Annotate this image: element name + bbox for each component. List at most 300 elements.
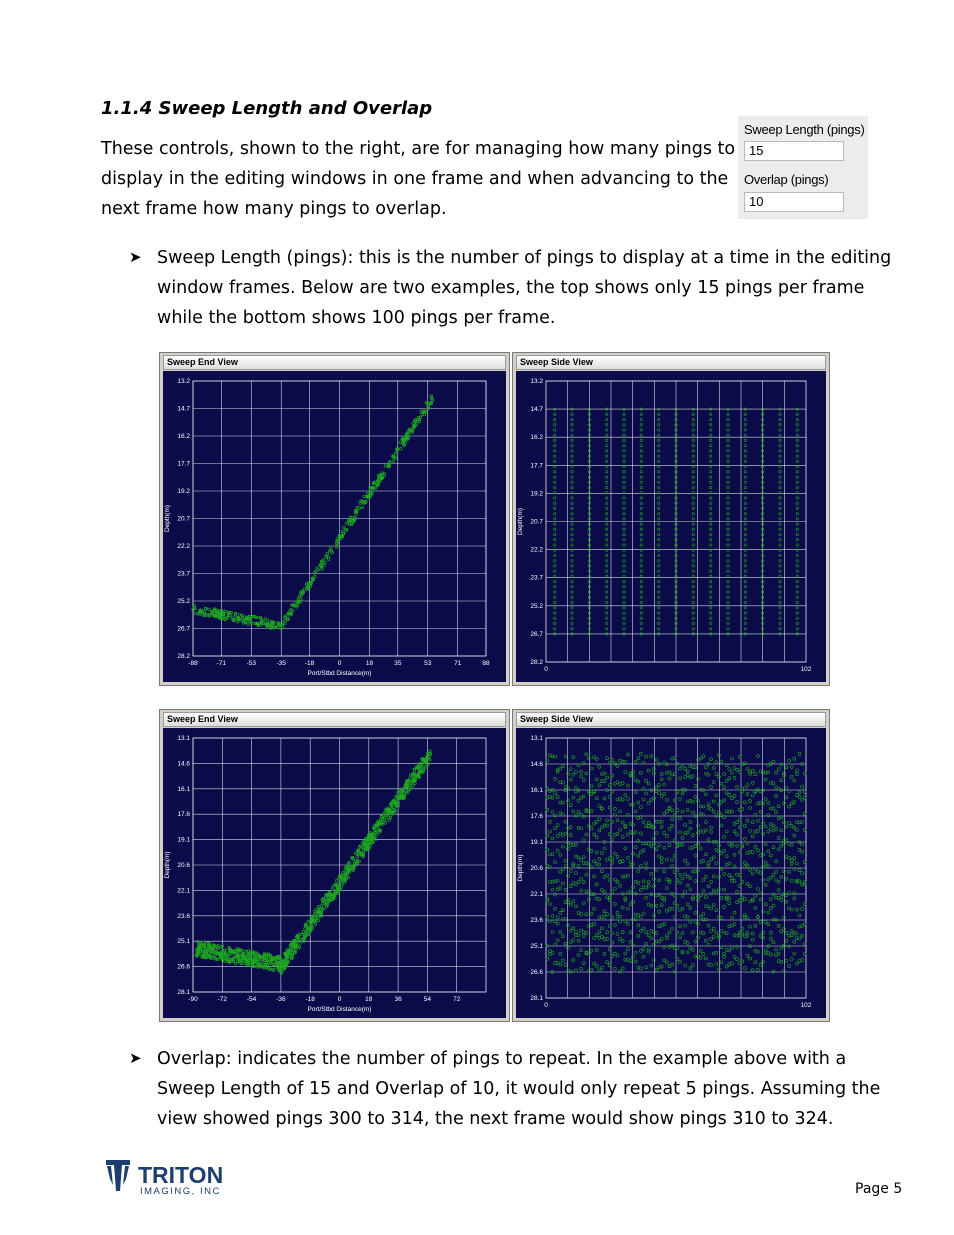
data-point bbox=[796, 518, 798, 520]
data-point bbox=[606, 418, 608, 420]
data-point bbox=[623, 497, 625, 499]
data-point bbox=[699, 949, 702, 952]
data-point bbox=[556, 835, 559, 838]
data-point bbox=[660, 904, 663, 907]
data-point bbox=[658, 518, 660, 520]
data-point bbox=[647, 801, 650, 804]
data-point bbox=[665, 961, 668, 964]
data-point bbox=[767, 830, 770, 833]
data-point bbox=[616, 954, 619, 957]
data-point bbox=[231, 616, 234, 619]
data-point bbox=[590, 866, 593, 869]
data-point bbox=[671, 944, 674, 947]
data-point bbox=[554, 586, 556, 588]
data-point bbox=[686, 951, 689, 954]
data-point bbox=[645, 755, 648, 758]
data-point bbox=[585, 753, 588, 756]
data-point bbox=[640, 575, 642, 577]
data-point bbox=[598, 931, 601, 934]
data-point bbox=[658, 580, 660, 582]
data-point bbox=[658, 622, 660, 624]
data-point bbox=[744, 533, 746, 535]
data-point bbox=[790, 859, 793, 862]
data-point bbox=[686, 774, 689, 777]
data-point bbox=[744, 601, 746, 603]
data-point bbox=[692, 533, 694, 535]
data-point bbox=[606, 596, 608, 598]
data-point bbox=[564, 942, 567, 945]
data-point bbox=[796, 413, 798, 415]
data-point bbox=[756, 950, 759, 953]
data-point bbox=[647, 769, 650, 772]
data-point bbox=[779, 617, 781, 619]
data-point bbox=[727, 560, 729, 562]
data-point bbox=[647, 821, 650, 824]
data-point bbox=[801, 934, 804, 937]
data-point bbox=[744, 455, 746, 457]
data-point bbox=[637, 801, 640, 804]
data-point bbox=[779, 434, 781, 436]
data-point bbox=[663, 783, 666, 786]
data-point bbox=[762, 822, 765, 825]
data-point bbox=[623, 570, 625, 572]
data-point bbox=[642, 955, 645, 958]
data-point bbox=[606, 560, 608, 562]
data-point bbox=[623, 439, 625, 441]
data-point bbox=[561, 935, 564, 938]
data-point bbox=[779, 560, 781, 562]
data-point bbox=[668, 827, 671, 830]
x-tick-label: -35 bbox=[276, 660, 286, 667]
data-point bbox=[671, 859, 674, 862]
data-point bbox=[796, 560, 798, 562]
data-point bbox=[574, 969, 577, 972]
data-point bbox=[796, 445, 798, 447]
data-point bbox=[626, 922, 629, 925]
data-point bbox=[788, 805, 791, 808]
data-point bbox=[658, 429, 660, 431]
data-point bbox=[623, 596, 625, 598]
data-point bbox=[663, 792, 666, 795]
data-point bbox=[637, 881, 640, 884]
data-point bbox=[582, 815, 585, 818]
data-point bbox=[707, 838, 710, 841]
data-point bbox=[702, 913, 705, 916]
data-point bbox=[346, 522, 349, 525]
data-point bbox=[394, 452, 397, 455]
data-point bbox=[788, 857, 791, 860]
data-point bbox=[751, 938, 754, 941]
data-point bbox=[749, 807, 752, 810]
data-point bbox=[767, 911, 770, 914]
y-tick-label: 20.6 bbox=[530, 865, 543, 872]
data-point bbox=[554, 523, 556, 525]
sweep-end-view-plot[interactable] bbox=[163, 728, 506, 1018]
data-point bbox=[692, 622, 694, 624]
data-point bbox=[767, 923, 770, 926]
data-point bbox=[577, 799, 580, 802]
data-point bbox=[727, 533, 729, 535]
data-point bbox=[780, 946, 783, 949]
data-point bbox=[710, 413, 712, 415]
data-point bbox=[554, 429, 556, 431]
data-point bbox=[603, 910, 606, 913]
x-tick-label: -71 bbox=[216, 660, 227, 667]
data-point bbox=[658, 607, 660, 609]
data-point bbox=[712, 766, 715, 769]
data-point bbox=[554, 943, 557, 946]
data-point bbox=[692, 565, 694, 567]
y-tick-label: 14.6 bbox=[177, 760, 190, 768]
y-tick-label: 20.7 bbox=[177, 515, 190, 523]
data-point bbox=[228, 954, 231, 957]
data-point bbox=[744, 486, 746, 488]
y-tick-label: 17.7 bbox=[177, 460, 190, 468]
data-point bbox=[606, 931, 609, 934]
data-point bbox=[642, 849, 645, 852]
data-point bbox=[720, 896, 723, 899]
panel-title: Sweep Side View bbox=[516, 712, 826, 727]
data-point bbox=[561, 909, 564, 912]
data-point bbox=[678, 831, 681, 834]
data-point bbox=[744, 580, 746, 582]
y-tick-label: 25.2 bbox=[530, 602, 543, 610]
data-point bbox=[710, 434, 712, 436]
data-point bbox=[399, 441, 402, 444]
data-point bbox=[626, 753, 629, 756]
data-point bbox=[727, 418, 729, 420]
data-point bbox=[678, 881, 681, 884]
data-point bbox=[652, 797, 655, 800]
data-point bbox=[793, 952, 796, 955]
data-point bbox=[590, 912, 593, 915]
data-point bbox=[779, 507, 781, 509]
data-point bbox=[795, 829, 798, 832]
data-point bbox=[715, 761, 718, 764]
data-point bbox=[782, 802, 785, 805]
data-point bbox=[736, 821, 739, 824]
data-point bbox=[623, 518, 625, 520]
data-point bbox=[769, 931, 772, 934]
data-point bbox=[744, 544, 746, 546]
data-point bbox=[692, 413, 694, 415]
data-point bbox=[720, 760, 723, 763]
data-point bbox=[730, 771, 733, 774]
y-tick-label: 16.2 bbox=[530, 434, 543, 442]
data-point bbox=[710, 518, 712, 520]
y-tick-label: 28.2 bbox=[177, 653, 190, 660]
data-point bbox=[606, 601, 608, 603]
data-point bbox=[647, 884, 650, 887]
data-point bbox=[710, 476, 712, 478]
bullet-line: Sweep Length of 15 and Overlap of 10, it would only repeat 5 pings. Assuming the bbox=[157, 1079, 881, 1099]
data-point bbox=[788, 870, 791, 873]
data-point bbox=[577, 939, 580, 942]
data-point bbox=[795, 862, 798, 865]
data-point bbox=[623, 528, 625, 530]
data-point bbox=[623, 434, 625, 436]
data-point bbox=[590, 793, 593, 796]
x-tick-label: 18 bbox=[365, 660, 374, 667]
data-point bbox=[720, 824, 723, 827]
data-point bbox=[779, 575, 781, 577]
data-point bbox=[717, 968, 720, 971]
data-point bbox=[585, 913, 588, 916]
data-point bbox=[658, 486, 660, 488]
intro-line: These controls, shown to the right, are for managing how many pings to bbox=[101, 139, 736, 159]
data-point bbox=[571, 465, 573, 467]
data-point bbox=[692, 471, 694, 473]
y-tick-label: 13.1 bbox=[530, 735, 543, 742]
data-point bbox=[796, 455, 798, 457]
data-point bbox=[640, 418, 642, 420]
data-point bbox=[720, 961, 723, 964]
page-number: Page 5 bbox=[855, 1181, 903, 1197]
data-point bbox=[299, 942, 302, 945]
data-point bbox=[751, 969, 754, 972]
data-point bbox=[702, 755, 705, 758]
data-point bbox=[652, 837, 655, 840]
data-point bbox=[744, 622, 746, 624]
data-point bbox=[779, 612, 781, 614]
data-point bbox=[650, 964, 653, 967]
data-point bbox=[564, 789, 567, 792]
panel-title: Sweep Side View bbox=[516, 355, 826, 370]
data-point bbox=[559, 963, 562, 966]
sweep-side-view-plot[interactable] bbox=[516, 371, 826, 682]
data-point bbox=[655, 868, 658, 871]
data-point bbox=[639, 865, 642, 868]
data-point bbox=[606, 502, 608, 504]
data-point bbox=[613, 967, 616, 970]
data-point bbox=[632, 886, 635, 889]
data-point bbox=[571, 596, 573, 598]
data-point bbox=[793, 856, 796, 859]
data-point bbox=[796, 424, 798, 426]
data-point bbox=[571, 617, 573, 619]
x-tick-label: 102 bbox=[800, 666, 812, 673]
data-point bbox=[793, 940, 796, 943]
y-tick-label: 22.2 bbox=[177, 543, 190, 550]
data-point bbox=[571, 481, 573, 483]
data-point bbox=[727, 528, 729, 530]
data-point bbox=[658, 565, 660, 567]
bullet-arrow-icon: ➤ bbox=[129, 248, 142, 266]
data-point bbox=[658, 544, 660, 546]
data-point bbox=[574, 814, 577, 817]
data-point bbox=[727, 450, 729, 452]
data-point bbox=[637, 780, 640, 783]
data-point bbox=[785, 931, 788, 934]
data-point bbox=[598, 818, 601, 821]
data-point bbox=[616, 855, 619, 858]
data-point bbox=[671, 824, 674, 827]
data-point bbox=[779, 450, 781, 452]
data-point bbox=[663, 959, 666, 962]
data-point bbox=[554, 471, 556, 473]
data-point bbox=[567, 946, 570, 949]
data-point bbox=[559, 767, 562, 770]
data-point bbox=[632, 944, 635, 947]
data-point bbox=[642, 880, 645, 883]
triton-logo bbox=[104, 1157, 224, 1201]
data-point bbox=[710, 560, 712, 562]
data-point bbox=[769, 907, 772, 910]
data-point bbox=[577, 864, 580, 867]
data-point bbox=[556, 849, 559, 852]
data-point bbox=[264, 618, 267, 621]
data-point bbox=[707, 803, 710, 806]
data-point bbox=[598, 829, 601, 832]
data-point bbox=[749, 957, 752, 960]
data-point bbox=[779, 481, 781, 483]
data-point bbox=[777, 889, 780, 892]
data-point bbox=[779, 455, 781, 457]
data-point bbox=[559, 853, 562, 856]
data-point bbox=[556, 796, 559, 799]
data-point bbox=[658, 445, 660, 447]
sweep-end-view-plot[interactable] bbox=[163, 371, 506, 682]
data-point bbox=[645, 942, 648, 945]
sweep-length-input[interactable]: 15 bbox=[744, 141, 844, 161]
data-point bbox=[556, 939, 559, 942]
data-point bbox=[671, 818, 674, 821]
data-point bbox=[727, 596, 729, 598]
data-point bbox=[796, 507, 798, 509]
data-point bbox=[684, 859, 687, 862]
data-point bbox=[727, 413, 729, 415]
data-point bbox=[650, 904, 653, 907]
data-point bbox=[640, 455, 642, 457]
data-point bbox=[554, 565, 556, 567]
data-point bbox=[686, 884, 689, 887]
data-point bbox=[623, 533, 625, 535]
data-point bbox=[569, 929, 572, 932]
data-point bbox=[681, 932, 684, 935]
data-point bbox=[796, 434, 798, 436]
data-point bbox=[712, 856, 715, 859]
data-point bbox=[686, 770, 689, 773]
data-point bbox=[756, 888, 759, 891]
data-point bbox=[571, 429, 573, 431]
data-point bbox=[751, 932, 754, 935]
data-point bbox=[600, 826, 603, 829]
data-point bbox=[796, 586, 798, 588]
y-tick-label: 13.1 bbox=[177, 735, 190, 742]
data-point bbox=[551, 837, 554, 840]
data-point bbox=[723, 888, 726, 891]
data-point bbox=[577, 856, 580, 859]
data-point bbox=[777, 837, 780, 840]
data-point bbox=[606, 757, 609, 760]
data-point bbox=[650, 755, 653, 758]
sweep-end-view-panel bbox=[159, 709, 510, 1022]
data-point bbox=[697, 843, 700, 846]
data-point bbox=[606, 628, 608, 630]
data-point bbox=[561, 765, 564, 768]
data-point bbox=[247, 623, 250, 626]
data-point bbox=[772, 904, 775, 907]
data-point bbox=[692, 513, 694, 515]
data-point bbox=[744, 591, 746, 593]
data-point bbox=[678, 925, 681, 928]
data-point bbox=[692, 612, 694, 614]
data-point bbox=[769, 937, 772, 940]
data-point bbox=[660, 795, 663, 798]
data-point bbox=[580, 913, 583, 916]
data-point bbox=[571, 518, 573, 520]
data-point bbox=[317, 905, 320, 908]
data-point bbox=[764, 843, 767, 846]
data-point bbox=[554, 814, 557, 817]
data-point bbox=[623, 513, 625, 515]
data-point bbox=[704, 875, 707, 878]
data-point bbox=[629, 960, 632, 963]
data-point bbox=[710, 628, 712, 630]
data-point bbox=[623, 523, 625, 525]
data-point bbox=[744, 565, 746, 567]
data-point bbox=[710, 418, 712, 420]
data-point bbox=[554, 424, 556, 426]
data-point bbox=[642, 798, 645, 801]
data-point bbox=[613, 878, 616, 881]
data-point bbox=[710, 528, 712, 530]
sweep-side-view-plot[interactable] bbox=[516, 728, 826, 1018]
data-point bbox=[554, 827, 557, 830]
data-point bbox=[694, 920, 697, 923]
data-point bbox=[727, 429, 729, 431]
data-point bbox=[790, 766, 793, 769]
data-point bbox=[727, 439, 729, 441]
sweep-side-view-chart bbox=[516, 728, 828, 1020]
data-point bbox=[580, 967, 583, 970]
data-point bbox=[652, 878, 655, 881]
data-point bbox=[692, 486, 694, 488]
data-point bbox=[658, 533, 660, 535]
data-point bbox=[743, 967, 746, 970]
data-point bbox=[710, 565, 712, 567]
data-point bbox=[756, 849, 759, 852]
data-point bbox=[671, 963, 674, 966]
data-point bbox=[723, 836, 726, 839]
y-tick-label: 19.1 bbox=[177, 836, 190, 844]
section-heading: 1.1.4 Sweep Length and Overlap bbox=[101, 98, 433, 119]
data-point bbox=[571, 502, 573, 504]
data-point bbox=[796, 471, 798, 473]
data-point bbox=[767, 801, 770, 804]
data-point bbox=[668, 844, 671, 847]
overlap-input[interactable]: 10 bbox=[744, 192, 844, 212]
y-tick-label: 20.7 bbox=[530, 518, 543, 526]
data-point bbox=[692, 544, 694, 546]
data-point bbox=[780, 763, 783, 766]
data-point bbox=[569, 768, 572, 771]
data-point bbox=[580, 889, 583, 892]
data-point bbox=[801, 799, 804, 802]
data-point bbox=[554, 596, 556, 598]
data-point bbox=[728, 902, 731, 905]
data-point bbox=[600, 927, 603, 930]
data-point bbox=[744, 434, 746, 436]
x-tick-label: 72 bbox=[453, 996, 461, 1003]
data-point bbox=[623, 450, 625, 452]
data-point bbox=[733, 956, 736, 959]
data-point bbox=[590, 850, 593, 853]
data-point bbox=[645, 779, 648, 782]
data-point bbox=[660, 825, 663, 828]
data-point bbox=[744, 607, 746, 609]
data-point bbox=[554, 607, 556, 609]
